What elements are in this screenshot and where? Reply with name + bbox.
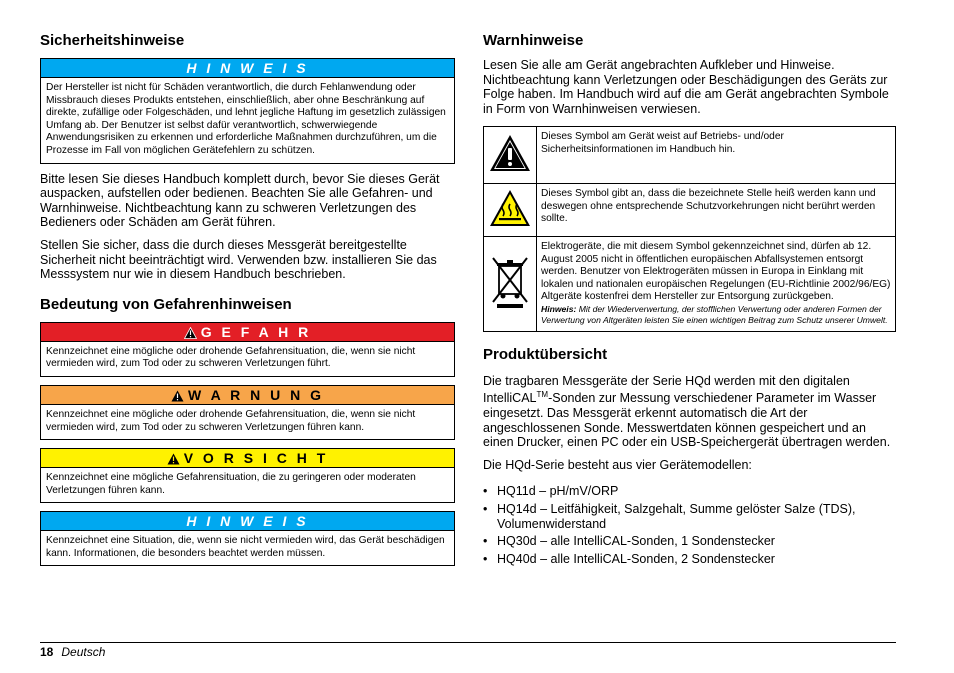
symbol-text-general: Dieses Symbol am Gerät weist auf Betriebs- und/oder Sicherheitsinformationen im Handbuch hin. [537,127,896,184]
list-item: • HQ40d – alle IntelliCAL-Sonden, 2 Sondenstecker [483,552,896,567]
heading-warnings: Warnhinweise [483,32,584,49]
crossed-bin-icon [488,254,532,310]
notice-hinweis-box [40,58,455,164]
danger-box [40,322,455,377]
notice-hinweis-text: Der Hersteller ist nicht für Schäden verantwortlich, die durch Fehlanwendung oder Missbrauch dieses Produkts entstehen, einschließlich, aber ohne Beschränkung auf direkte, zufällige oder Folgeschäden, und lehnt jegliche Haftung im gesetzlich zulässigen Umfang ab. Der Benutzer ist selbst dafür verantwortlich, schwerwiegende Anwendungsrisiken zu erkennen und erforderliche Maßnahmen durchzuführen, um die Prozesse im Fall von möglichen Gerätefehlern zu schützen. [46,82,446,156]
warning-triangle-icon [171,390,184,402]
product-text-a: Die tragbaren Messgeräte der Serie HQd werden mit den digitalen IntelliCAL [483,373,850,406]
paragraph-product [483,374,896,450]
exclamation-triangle-icon [488,133,532,173]
notice2-text: Kennzeichnet eine Situation, die, wenn sie nicht vermieden wird, das Gerät beschädigen kann. Informationen, die besonders beachtet werden müssen. [46,535,445,559]
weee-note [541,304,891,327]
list-item: • HQ30d – alle IntelliCAL-Sonden, 1 Sondenstecker [483,534,896,549]
footer-language: Deutsch [61,645,106,659]
model-list [483,484,896,566]
symbol-text-hot: Dieses Symbol gibt an, dass die bezeichnete Stelle heiß werden kann und deswegen ohne entsprechende Schutzvorkehrungen nicht berührt werden sollte. [537,184,896,237]
warning-title: W A R N U N G [188,386,324,403]
table-row [484,127,896,184]
paragraph-warnings: Lesen Sie alle am Gerät angebrachten Aufkleber und Hinweise. Nichtbeachtung kann Verletzungen oder Beschädigungen des Geräts zur Folge haben. Im Handbuch wird auf die am Gerät angebrachten Symbole in Form von Warnhinweisen verwiesen. [483,58,889,116]
symbol-table [483,126,896,331]
notice2-box [40,511,455,566]
right-column [483,32,896,569]
notice2-title: H I N W E I S [41,512,454,531]
product-text-b: -Sonden zur Messung verschiedener Parameter im Wasser eingesetzt. Das Messgerät erkennt automatisch die Art der angeschlossenen Sonde. Messwertdaten können gespeichert und an einen Drucker, einen PC oder ein USB-Speichergerät übertragen werden. [483,391,891,450]
caution-box [40,448,455,503]
warning-triangle-icon [167,453,180,465]
hot-surface-icon [488,188,532,228]
weee-note-label: Hinweis: [541,303,577,314]
caution-title: V O R S I C H T [183,450,329,467]
danger-title: G E F A H R [200,323,312,340]
left-column [40,32,455,574]
page-footer [40,642,896,659]
paragraph-series: Die HQd-Serie besteht aus vier Gerätemodellen: [483,457,752,472]
table-row [484,184,896,237]
weee-note-text: Mit der Wiederverwertung, der stofflichen Verwertung oder anderen Formen der Verwertung von Altgeräten leisten Sie einen wichtigen Beitrag zum Schutz unserer Umwelt. [541,303,888,326]
page-number: 18 [40,645,54,659]
trademark-sup: TM [536,390,549,400]
heading-hazard-meaning: Bedeutung von Gefahrenhinweisen [40,295,292,313]
danger-text: Kennzeichnet eine mögliche oder drohende Gefahrensituation, die, wenn sie nicht vermieden wird, zum Tod oder zu schweren Verletzungen führt. [46,345,416,370]
list-item: • HQ14d – Leitfähigkeit, Salzgehalt, Summe gelöster Salze (TDS), Volumenwiderstand [483,502,896,531]
warning-triangle-icon [184,327,197,339]
heading-safety: Sicherheitshinweise [40,32,185,49]
warning-text: Kennzeichnet eine mögliche oder drohende Gefahrensituation, die, wenn sie nicht vermieden wird, zum Tod oder zu schweren Verletzungen führen kann. [46,408,416,433]
notice-hinweis-title: H I N W E I S [41,59,454,78]
paragraph-read-manual: Bitte lesen Sie dieses Handbuch komplett durch, bevor Sie dieses Gerät auspacken, aufstellen oder bedienen. Beachten Sie alle Gefahren- und Warnhinweise. Nichtbeachtung kann zu schweren Verletzungen des Bedieners oder Schäden am Gerät führen. [40,171,440,230]
table-row [484,237,896,331]
symbol-text-weee: Elektrogeräte, die mit diesem Symbol gekennzeichnet sind, dürfen ab 12. August 2005 nicht in öffentlichen europäischen Abfallsystemen entsorgt werden. Benutzer von Elektrogeräten müssen in Europa in Einklang mit lokalen und nationalen europäischen Regelungen (EU-Richtlinie 2002/96/EG) Altgeräte kostenfrei dem Hersteller zur Entsorgung zurückgeben. [541,241,891,303]
caution-text: Kennzeichnet eine mögliche Gefahrensituation, die zu geringeren oder moderaten Verletzungen führen kann. [46,472,416,496]
list-item: • HQ11d – pH/mV/ORP [483,484,896,499]
warning-box [40,385,455,440]
heading-product-overview: Produktübersicht [483,345,608,363]
paragraph-ensure-safety: Stellen Sie sicher, dass die durch dieses Messgerät bereitgestellte Sicherheit nicht beeinträchtigt wird. Verwenden bzw. installieren Sie das Messsystem nur wie in diesem Handbuch beschrieben. [40,237,437,282]
